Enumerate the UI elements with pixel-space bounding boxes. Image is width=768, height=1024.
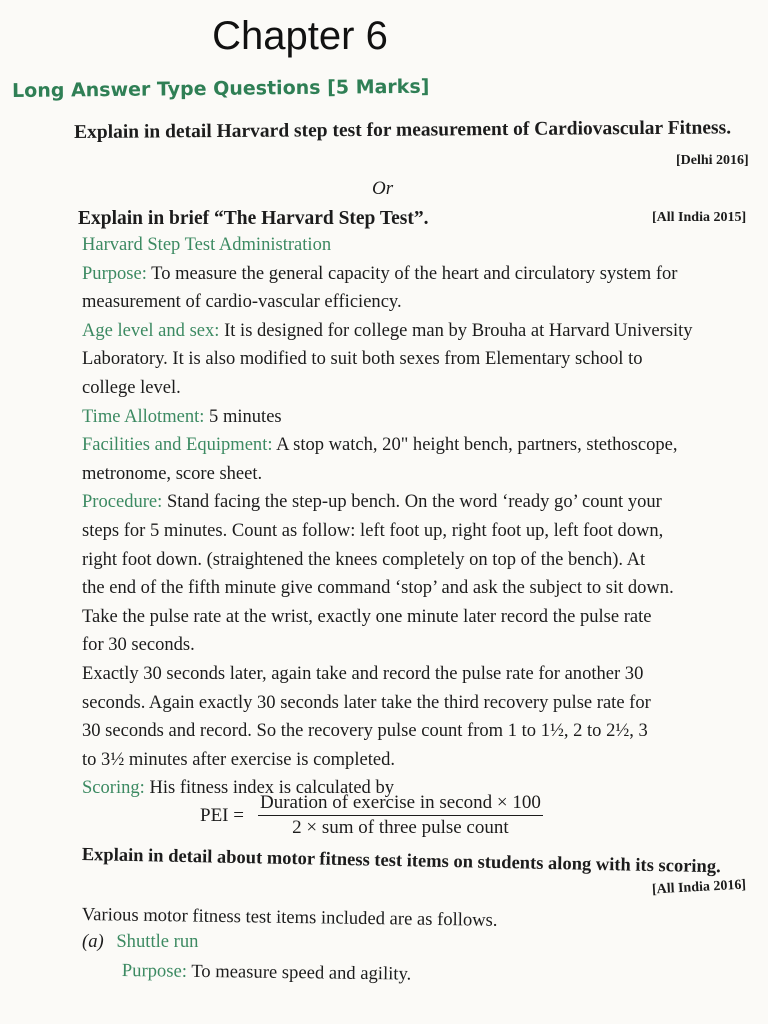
answer-line [82,660,750,689]
answer-line [82,260,750,289]
line-text: college level. [82,376,181,398]
answer-line [82,603,750,632]
line-text: His fitness index is calculated by [144,777,395,799]
item-a-purpose [122,960,412,986]
formula-fraction [258,792,543,839]
question-harvard-step-test-brief: Explain in brief “The Harvard Step Test”. [78,208,429,229]
line-text: to 3½ minutes after exercise is completed. [82,748,395,770]
line-text: steps for 5 minutes. Count as follow: left foot up, right foot up, left foot down, [82,519,664,541]
pei-formula [200,792,543,839]
field-label: Age level and sex: [82,319,220,341]
administration-heading: Harvard Step Test Administration [82,234,332,255]
line-text: Take the pulse rate at the wrist, exactly one minute later record the pulse rate [82,605,652,627]
line-text: measurement of cardio-vascular efficiency. [82,291,402,313]
line-text: To measure the general capacity of the heart and circulatory system for [146,262,678,284]
item-a-marker: (a) [82,931,104,952]
line-text: 30 seconds and record. So the recovery pulse count from 1 to 1½, 2 to 2½, 3 [82,720,648,742]
section-heading: Long Answer Type Questions [5 Marks] [12,75,430,102]
answer-line [82,746,750,775]
answer-line [82,460,750,489]
item-a-label: Shuttle run [116,931,199,952]
field-label: Scoring: [82,777,145,799]
formula-lhs: PEI = [200,804,244,826]
formula-denominator: 2 × sum of three pulse count [292,817,509,838]
answer-line [82,345,750,374]
answer-line [82,517,750,546]
answer-body [82,231,752,803]
line-text: Exactly 30 seconds later, again take and record the pulse rate for another 30 [82,662,644,684]
field-label: Purpose: [82,262,147,284]
line-text: Stand facing the step-up bench. On the word ‘ready go’ count your [162,491,662,513]
line-text: for 30 seconds. [82,634,195,656]
line-text: A stop watch, 20" height bench, partners, stethoscope, [272,434,678,456]
intro-text: Various motor fitness test items included are as follows. [81,904,498,931]
answer-line [82,374,750,403]
field-label: Facilities and Equipment: [82,434,273,456]
question-harvard-step-test: Explain in detail Harvard step test for measurement of Cardiovascular Fitness. [74,117,732,143]
item-a [82,931,198,953]
line-text: Laboratory. It is also modified to suit both sexes from Elementary school to [82,348,643,370]
answer-line [82,288,750,317]
chapter-title: Chapter 6 [212,14,388,58]
line-text: right foot down. (straightened the knees completely on top of the bench). At [82,548,646,570]
answer-line [82,403,750,432]
answer-line [82,689,750,718]
formula-numerator: Duration of exercise in second × 100 [258,792,543,816]
question-reference-delhi-2016: [Delhi 2016] [676,153,749,168]
item-a-purpose-text: To measure speed and agility. [186,960,412,985]
answer-line [82,717,750,746]
answer-line [82,574,750,603]
line-text: metronome, score sheet. [82,462,263,484]
field-label: Procedure: [82,491,163,513]
field-label: Time Allotment: [82,405,205,427]
answer-line [82,488,750,517]
line-text: 5 minutes [204,405,282,427]
line-text: seconds. Again exactly 30 seconds later take the third recovery pulse rate for [82,691,651,713]
or-separator: Or [372,178,394,199]
line-text: the end of the fifth minute give command ‘stop’ and ask the subject to sit down. [82,577,674,599]
question-reference-all-india-2016: [All India 2016] [651,877,747,898]
item-a-purpose-label: Purpose: [121,960,188,982]
question-motor-fitness: Explain in detail about motor fitness test items on students along with its scoring. [81,845,721,878]
question-reference-all-india-2015: [All India 2015] [652,210,747,225]
answer-line [82,546,750,575]
answer-lines [82,260,752,803]
line-text: It is designed for college man by Brouha at Harvard University [219,319,693,341]
answer-line [82,431,750,460]
answer-line [82,631,750,660]
answer-line [82,317,750,346]
